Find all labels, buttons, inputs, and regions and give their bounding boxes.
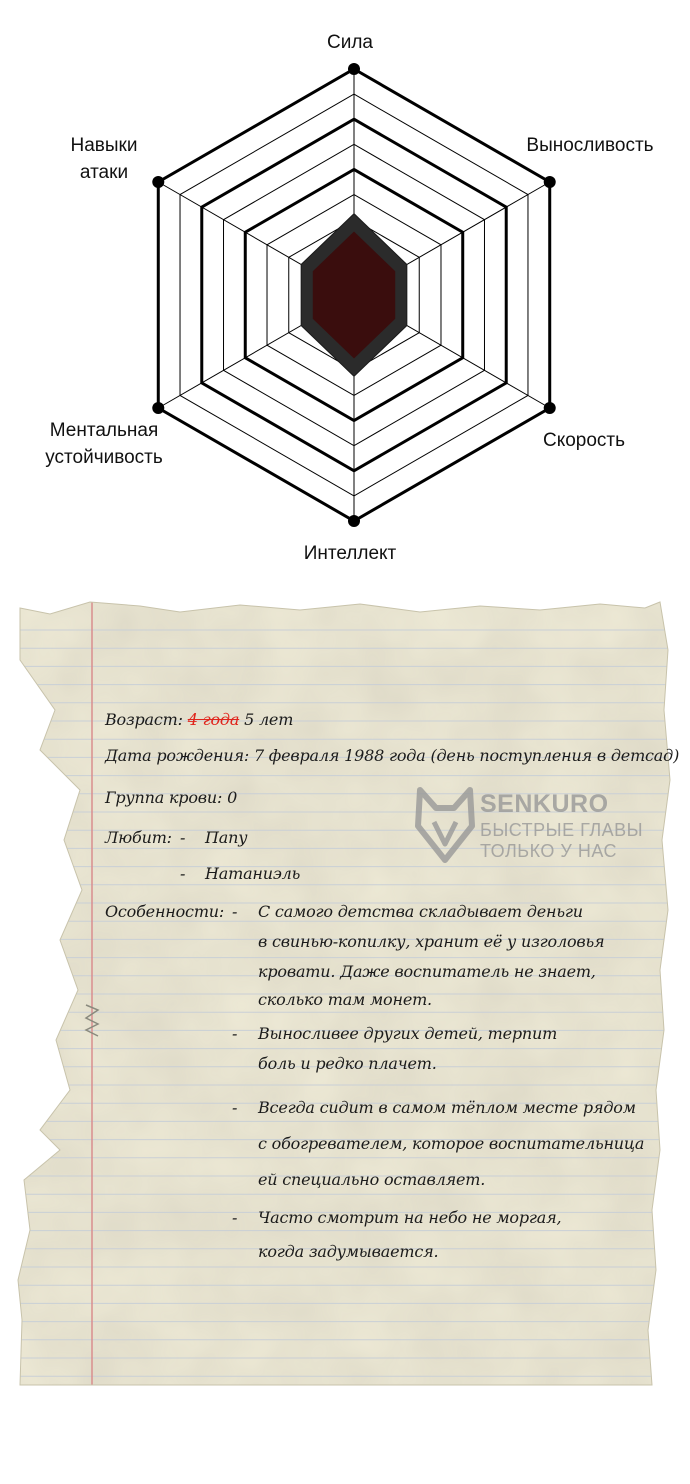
feature-dash: -	[232, 1208, 238, 1227]
feature-line: Часто смотрит на небо не моргая,	[258, 1208, 562, 1227]
age-label: Возраст:	[105, 710, 183, 729]
radar-vertex-dot	[348, 515, 360, 527]
feature-dash: -	[232, 1098, 238, 1117]
radar-vertex-dot	[152, 176, 164, 188]
age-value: 5 лет	[244, 710, 294, 729]
radar-axis-label: Скорость	[542, 430, 626, 451]
blood-value: 0	[227, 788, 238, 807]
birth-row	[105, 746, 679, 765]
feature-line: Всегда сидит в самом тёплом месте рядом	[258, 1098, 636, 1117]
radar-axis-label: Ментальная устойчивость	[45, 420, 163, 468]
radar-svg	[0, 0, 690, 580]
features-label: Особенности:	[105, 902, 225, 921]
radar-axis-label: Навыки атаки	[70, 135, 138, 183]
likes-item: Натаниэль	[205, 864, 301, 883]
radar-vertex-dot	[152, 402, 164, 414]
radar-chart	[0, 0, 690, 580]
radar-axis-label: Выносливость	[526, 135, 654, 156]
radar-vertex-dot	[544, 402, 556, 414]
likes-dash-1: -	[180, 828, 186, 847]
birth-label: Дата рождения:	[105, 746, 250, 765]
feature-line: с обогревателем, которое воспитательница	[258, 1134, 645, 1153]
feature-line: в свинью-копилку, хранит её у изголовья	[258, 932, 605, 951]
feature-line: кровати. Даже воспитатель не знает,	[258, 962, 596, 981]
watermark-line-2: ТОЛЬКО У НАС	[480, 841, 617, 861]
birth-value: 7 февраля 1988 года (день поступления в детсад)	[253, 746, 680, 765]
watermark-brand: SENKURO	[480, 790, 609, 818]
age-struck-value: 4 года	[187, 710, 240, 729]
likes-item: Папу	[205, 828, 248, 847]
radar-axis-label: Сила	[327, 32, 373, 53]
radar-vertex-dot	[348, 63, 360, 75]
feature-dash: -	[232, 902, 238, 921]
feature-line: ей специально оставляет.	[258, 1170, 486, 1189]
age-row	[105, 710, 293, 729]
watermark-line-1: БЫСТРЫЕ ГЛАВЫ	[480, 820, 644, 840]
feature-line: сколько там монет.	[258, 990, 432, 1009]
profile-note	[0, 590, 690, 1400]
likes-label: Любит:	[105, 828, 172, 847]
feature-line: когда задумывается.	[258, 1242, 439, 1261]
feature-dash: -	[232, 1024, 238, 1043]
feature-line: боль и редко плачет.	[258, 1054, 437, 1073]
fox-mask-icon	[414, 786, 476, 864]
blood-label: Группа крови:	[105, 788, 223, 807]
feature-line: С самого детства складывает деньги	[258, 902, 583, 921]
feature-line: Выносливее других детей, терпит	[258, 1024, 558, 1043]
blood-row	[105, 788, 237, 807]
likes-dash-2: -	[180, 864, 186, 883]
radar-vertex-dot	[544, 176, 556, 188]
radar-axis-label: Интеллект	[303, 543, 397, 564]
